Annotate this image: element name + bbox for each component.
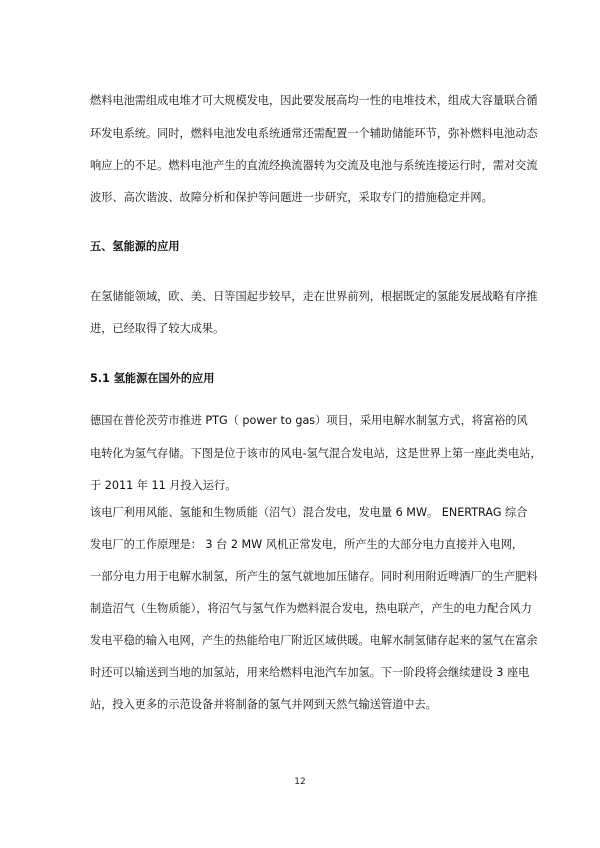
paragraph-line: 发电厂的工作原理是： 3 台 2 MW 风机正常发电，所产生的大部分电力直接并入电网， [90, 538, 524, 552]
paragraph-line: 发电平稳的输入电网，产生的热能给电厂附近区域供暖。电解水制氢储存起来的氢气在富余 [90, 634, 538, 648]
paragraph-line: 时还可以输送到当地的加氢站，用来给燃料电池汽车加氢。下一阶段将会继续建设 3 座电 [90, 666, 530, 680]
paragraph-line: 站，投入更多的示范设备并将制备的氢气并网到天然气输送管道中去。 [90, 698, 437, 712]
paragraph-line: 响应上的不足。燃料电池产生的直流经换流器转为交流及电池与系统连接运行时，需对交流 [90, 159, 538, 173]
section-heading-5-1: 5.1 氢能源在国外的应用 [90, 372, 215, 386]
paragraph-line: 德国在普伦茨劳市推进 PTG（ power to gas）项目，采用电解水制氢方式，将富裕的风 [90, 414, 528, 428]
paragraph-line: 于 2011 年 11 月投入运行。 [90, 479, 237, 493]
paragraph-line: 在氢储能领域，欧、美、日等国起步较早，走在世界前列，根据既定的氢能发展战略有序推 [90, 290, 538, 304]
paragraph-line: 一部分电力用于电解水制氢，所产生的氢气就地加压储存。同时利用附近啤酒厂的生产肥料 [90, 570, 538, 584]
paragraph-line: 环发电系统。同时，燃料电池发电系统通常还需配置一个辅助储能环节，弥补燃料电池动态 [90, 127, 538, 141]
paragraph-line: 电转化为氢气存储。下图是位于该市的风电-氢气混合发电站，这是世界上第一座此类电站， [90, 447, 542, 461]
paragraph-line: 波形、高次谐波、故障分析和保护等问题进一步研究，采取专门的措施稳定并网。 [90, 191, 493, 205]
page-number: 12 [294, 777, 306, 787]
paragraph-line: 进，已经取得了较大成果。 [90, 322, 225, 336]
paragraph-line: 燃料电池需组成电堆才可大规模发电，因此要发展高均一性的电堆技术，组成大容量联合循 [90, 94, 538, 108]
paragraph-line: 该电厂利用风能、氢能和生物质能（沼气）混合发电，发电量 6 MW。 ENERTRAG 综合 [90, 506, 528, 520]
section-heading-5: 五、氢能源的应用 [90, 240, 180, 254]
paragraph-line: 制造沼气（生物质能），将沼气与氢气作为燃料混合发电，热电联产，产生的电力配合风力 [90, 602, 532, 616]
